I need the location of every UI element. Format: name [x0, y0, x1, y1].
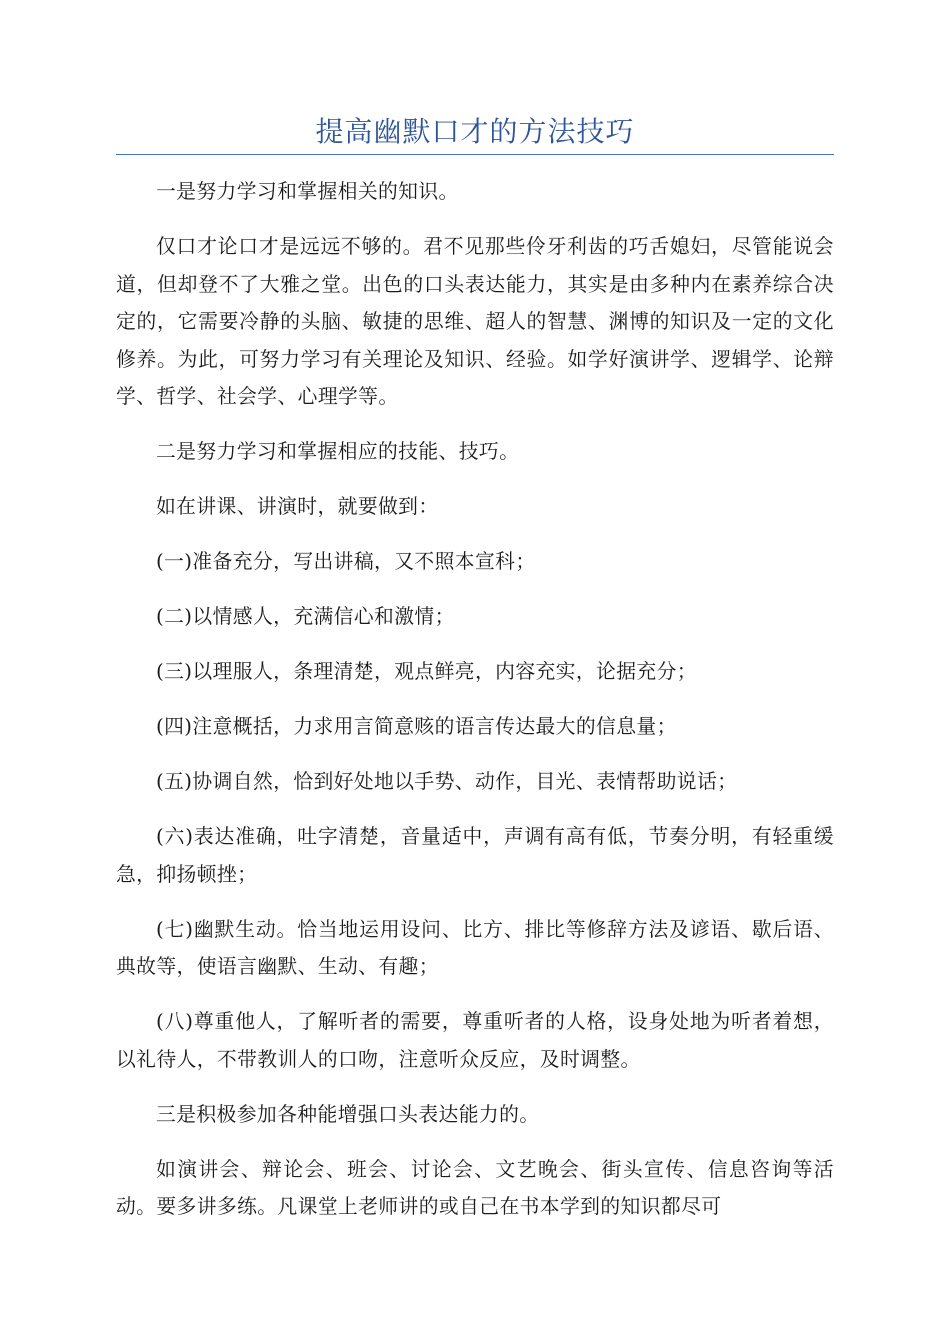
list-item-3: (三)以理服人，条理清楚，观点鲜亮，内容充实，论据充分；	[156, 660, 697, 683]
paragraph-2: 仅口才论口才是远远不够的。君不见那些伶牙利齿的巧舌媳妇，尽管能说会道，但却登不了大雅之堂。出色的口头表达能力，其实是由多种内在素养综合决定的，它需要冷静的头脑、敏捷的思维、超人的智慧、渊博的知识及一定的文化修养。为此，可努力学习有关理论及知识、经验。如学好演讲学、逻辑学、论辩学、哲学、社会学、心理学等。	[116, 235, 834, 408]
list-item-5: (五)协调自然，恰到好处地以手势、动作，目光、表情帮助说话；	[156, 770, 738, 793]
list-item-8: (八)尊重他人，了解听者的需要，尊重听者的人格，设身处地为听者着想，以礼待人，不带教训人的口吻，注意听众反应，及时调整。	[116, 1010, 834, 1071]
title-underline	[116, 154, 834, 155]
paragraph-5: 三是积极参加各种能增强口头表达能力的。	[156, 1102, 540, 1126]
list-item-4: (四)注意概括，力求用言简意赅的语言传达最大的信息量；	[156, 715, 677, 738]
paragraph-1: 一是努力学习和掌握相关的知识。	[156, 180, 459, 203]
list-item-6: (六)表达准确，吐字清楚，音量适中，声调有高有低，节奏分明，有轻重缓急，抑扬顿挫；	[116, 825, 834, 886]
list-item-1: (一)准备充分，写出讲稿，又不照本宣科；	[156, 550, 536, 573]
paragraph-4: 如在讲课、讲演时，就要做到：	[156, 495, 439, 518]
paragraph-6: 如演讲会、辩论会、班会、讨论会、文艺晚会、街头宣传、信息咨询等活动。要多讲多练。凡课堂上老师讲的或自己在书本学到的知识都尽可	[116, 1157, 834, 1218]
list-item-2: (二)以情感人，充满信心和激情；	[156, 605, 455, 628]
document-title: 提高幽默口才的方法技巧	[315, 115, 635, 148]
document-body	[116, 173, 834, 1243]
paragraph-3: 二是努力学习和掌握相应的技能、技巧。	[156, 440, 520, 463]
list-item-7: (七)幽默生动。恰当地运用设问、比方、排比等修辞方法及谚语、歇后语、典故等，使语言幽默、生动、有趣；	[116, 917, 834, 978]
